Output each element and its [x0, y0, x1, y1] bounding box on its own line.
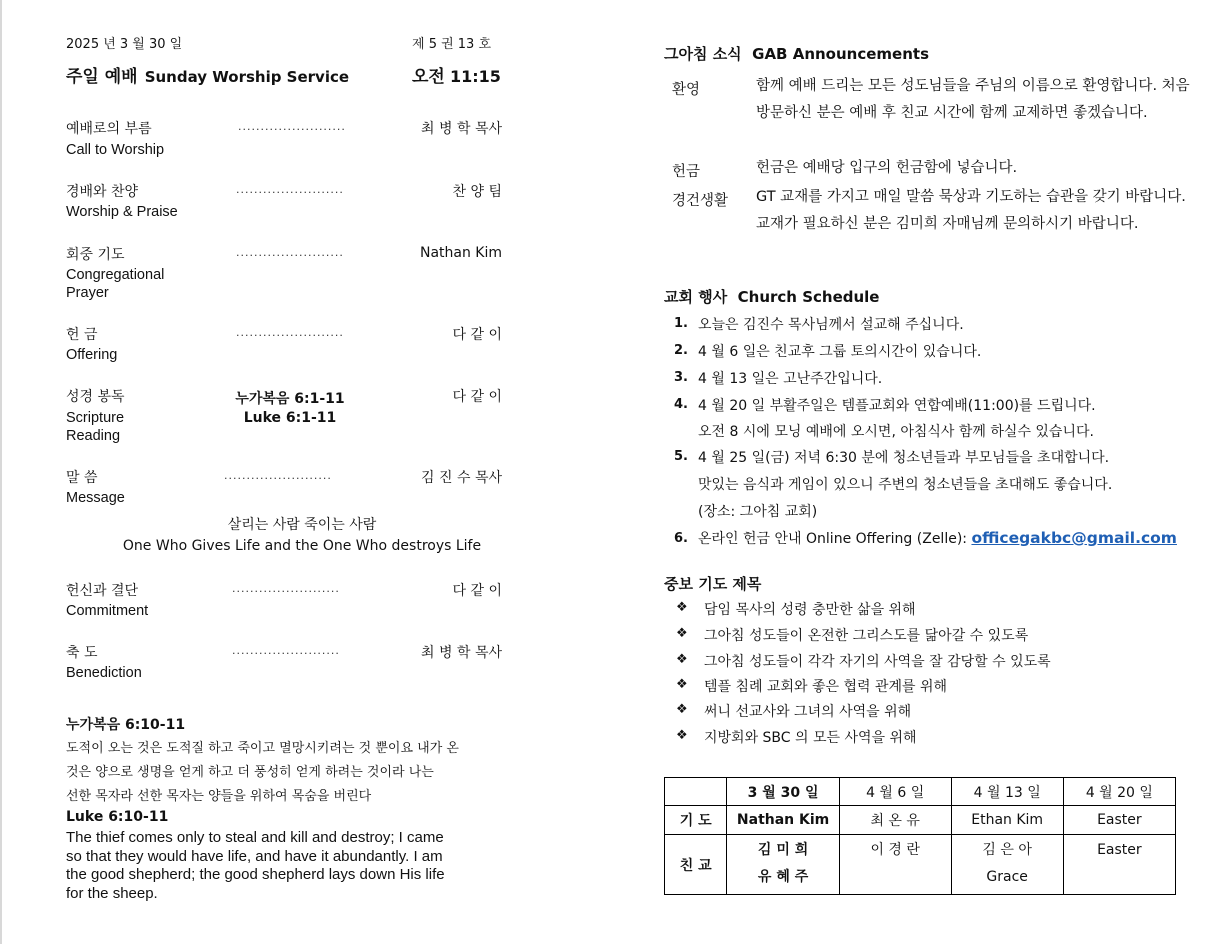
verse-text-ko	[66, 737, 459, 809]
prayer-item: 그아침 성도들이 각각 자기의 사역을 잘 감당할 수 있도록	[704, 654, 1051, 670]
service-time	[412, 62, 501, 87]
leader-dots: ........................	[232, 644, 340, 657]
order-leader: 찬 양 팀	[452, 184, 502, 200]
service-time-value: 11:15	[449, 67, 501, 86]
announcement-text: 헌금은 예배당 입구의 헌금함에 넣습니다.	[756, 160, 1018, 176]
order-leader: 최 병 학 목사	[421, 121, 502, 137]
table-cell: Ethan Kim	[951, 806, 1063, 835]
order-en: Prayer	[66, 285, 109, 301]
table-header-cell: 3 월 30 일	[727, 778, 839, 806]
table-cell-line: 김 은 아	[982, 842, 1032, 858]
schedule-title-ko: 교회 행사	[664, 288, 728, 306]
prayer-item: 템플 침례 교회와 좋은 협력 관계를 위해	[704, 679, 948, 695]
schedule-text	[698, 528, 1177, 548]
bulletin-volume: 제 5 권 13 호	[412, 37, 492, 52]
order-leader: Nathan Kim	[419, 245, 502, 261]
table-row-label: 기 도	[665, 806, 727, 835]
verse-ref-en: Luke 6:10-11	[66, 809, 169, 825]
order-ko: 헌신과 결단	[66, 583, 139, 599]
order-leader: 김 진 수 목사	[421, 470, 502, 486]
table-cell-line: 김 미 희	[757, 842, 809, 858]
table-cell-line: Easter	[1097, 842, 1142, 858]
schedule-text: 4 월 13 일은 고난주간입니다.	[698, 371, 883, 387]
service-time-ko: 오전	[412, 67, 445, 87]
leader-dots: ........................	[236, 246, 344, 259]
schedule-title-en: Church Schedule	[737, 288, 880, 306]
leader-dots: ........................	[238, 120, 346, 133]
schedule-number: 3.	[674, 370, 688, 385]
bulletin-date: 2025 년 3 월 30 일	[66, 37, 183, 52]
diamond-bullet-icon: ❖	[676, 677, 688, 692]
schedule-text: 4 월 25 일(금) 저녁 6:30 분에 청소년들과 부모님들을 초대합니다.	[698, 450, 1110, 466]
table-cell-line: 이 경 란	[870, 842, 920, 858]
order-ko: 경배와 찬양	[66, 184, 139, 200]
schedule-text: 오늘은 김진수 목사님께서 설교해 주십니다.	[698, 317, 964, 333]
table-cell	[839, 835, 951, 895]
order-en: Reading	[66, 428, 121, 444]
verse-line: the good shepherd; the good shepherd lays down His life	[66, 866, 445, 883]
schedule-text: 4 월 6 일은 친교후 그룹 토의시간이 있습니다.	[698, 344, 982, 360]
verse-line: so that they would have life, and have it abundantly. I am	[66, 847, 443, 865]
verse-line: The thief comes only to steal and kill and destroy; I came	[66, 829, 444, 846]
sermon-title-en: One Who Gives Life and the One Who destroys Life	[122, 538, 482, 554]
table-header-cell: 4 월 6 일	[839, 778, 951, 806]
order-en: Offering	[66, 347, 118, 363]
leader-dots: ........................	[236, 326, 344, 339]
prayer-item: 써니 선교사와 그녀의 사역을 위해	[704, 704, 912, 720]
order-leader: 다 같 이	[452, 583, 502, 599]
schedule-number: 6.	[674, 531, 688, 546]
order-ko: 회중 기도	[66, 247, 125, 263]
service-title-en: Sunday Worship Service	[144, 68, 350, 86]
table-cell: Easter	[1063, 806, 1175, 835]
order-ko: 축 도	[66, 645, 98, 661]
order-leader: 다 같 이	[452, 389, 502, 405]
sermon-title-ko: 살리는 사람 죽이는 사람	[227, 517, 377, 533]
schedule-number: 2.	[674, 343, 688, 358]
announcements-title	[664, 43, 929, 64]
order-en: Call to Worship	[66, 142, 165, 158]
announcement-label: 헌금	[672, 164, 701, 180]
table-header-cell: 4 월 13 일	[951, 778, 1063, 806]
duty-table	[664, 777, 1176, 895]
table-row	[665, 835, 1176, 895]
scripture-passage-ko: 누가복음 6:1-11	[235, 391, 345, 407]
leader-dots: ........................	[232, 582, 340, 595]
table-row	[665, 806, 1176, 835]
page-edge	[0, 0, 2, 944]
leader-dots: ........................	[224, 469, 332, 482]
table-row-label: 친 교	[665, 835, 727, 895]
table-cell-line: 유 혜 주	[757, 869, 809, 885]
schedule-text: 오전 8 시에 모닝 예배에 오시면, 아침식사 함께 하실수 있습니다.	[698, 424, 1094, 440]
service-title-ko: 주일 예배	[66, 67, 138, 87]
leader-dots: ........................	[236, 183, 344, 196]
prayer-title: 중보 기도 제목	[664, 575, 762, 593]
verse-line: 도적이 오는 것은 도적질 하고 죽이고 멸망시키려는 것 뿐이요 내가 온	[66, 741, 459, 756]
schedule-text: 4 월 20 일 부활주일은 템플교회와 연합예배(11:00)를 드립니다.	[698, 398, 1096, 414]
order-ko: 성경 봉독	[66, 389, 125, 405]
table-row	[665, 778, 1176, 806]
service-title	[66, 62, 349, 87]
order-en: Benediction	[66, 665, 142, 681]
order-leader: 최 병 학 목사	[421, 645, 502, 661]
order-ko: 말 씀	[66, 470, 98, 486]
schedule-number: 5.	[674, 449, 688, 464]
announcements-title-ko: 그아침 소식	[664, 45, 742, 63]
order-en: Commitment	[66, 603, 149, 619]
announcement-label: 경건생활	[672, 193, 729, 209]
verse-text-en	[66, 829, 445, 903]
prayer-item: 담임 목사의 성령 충만한 삶을 위해	[704, 602, 916, 618]
diamond-bullet-icon: ❖	[676, 600, 688, 615]
table-header-cell: 4 월 20 일	[1063, 778, 1175, 806]
schedule-text: (장소: 그아침 교회)	[698, 504, 818, 520]
verse-line: 것은 양으로 생명을 얻게 하고 더 풍성히 얻게 하려는 것이라 나는	[66, 765, 434, 780]
offering-email-link[interactable]: officegakbc@gmail.com	[971, 529, 1177, 547]
schedule-number: 1.	[674, 316, 688, 331]
announcement-label: 환영	[672, 82, 701, 98]
order-ko: 예배로의 부름	[66, 121, 152, 137]
prayer-item: 그아침 성도들이 온전한 그리스도를 닮아갈 수 있도록	[704, 628, 1029, 644]
verse-line: for the sheep.	[66, 884, 158, 902]
table-cell: Nathan Kim	[727, 806, 839, 835]
order-en: Worship & Praise	[66, 204, 178, 220]
table-corner-cell	[665, 778, 727, 806]
schedule-text: 맛있는 음식과 게임이 있으니 주변의 청소년들을 초대해도 좋습니다.	[698, 477, 1113, 493]
order-en: Scripture	[66, 410, 125, 426]
verse-line: 선한 목자라 선한 목자는 양들을 위하여 목숨을 버린다	[66, 789, 372, 804]
diamond-bullet-icon: ❖	[676, 652, 688, 667]
prayer-item: 지방회와 SBC 의 모든 사역을 위해	[704, 730, 917, 746]
order-en: Congregational	[66, 267, 165, 283]
table-cell	[951, 835, 1063, 895]
order-leader: 다 같 이	[452, 327, 502, 343]
order-ko: 헌 금	[66, 327, 98, 343]
table-cell	[1063, 835, 1175, 895]
online-offering-label: 온라인 헌금 안내 Online Offering (Zelle):	[698, 531, 972, 547]
diamond-bullet-icon: ❖	[676, 728, 688, 743]
announcement-text: 함께 예배 드리는 모든 성도님들을 주님의 이름으로 환영합니다. 처음 방문하신 분은 예배 후 친교 시간에 함께 교제하면 좋겠습니다.	[756, 78, 1190, 121]
diamond-bullet-icon: ❖	[676, 626, 688, 641]
diamond-bullet-icon: ❖	[676, 702, 688, 717]
table-cell-line: Grace	[986, 869, 1028, 885]
table-cell: 최 온 유	[839, 806, 951, 835]
schedule-number: 4.	[674, 397, 688, 412]
table-cell	[727, 835, 839, 895]
order-en: Message	[66, 490, 125, 506]
announcements-title-en: GAB Announcements	[752, 45, 929, 63]
scripture-passage-en: Luke 6:1-11	[243, 410, 337, 426]
schedule-title	[664, 286, 879, 307]
announcement-text: GT 교재를 가지고 매일 말씀 묵상과 기도하는 습관을 갖기 바랍니다. 교재가 필요하신 분은 김미희 자매님께 문의하시기 바랍니다.	[756, 189, 1186, 232]
verse-ref-ko: 누가복음 6:10-11	[66, 717, 186, 733]
